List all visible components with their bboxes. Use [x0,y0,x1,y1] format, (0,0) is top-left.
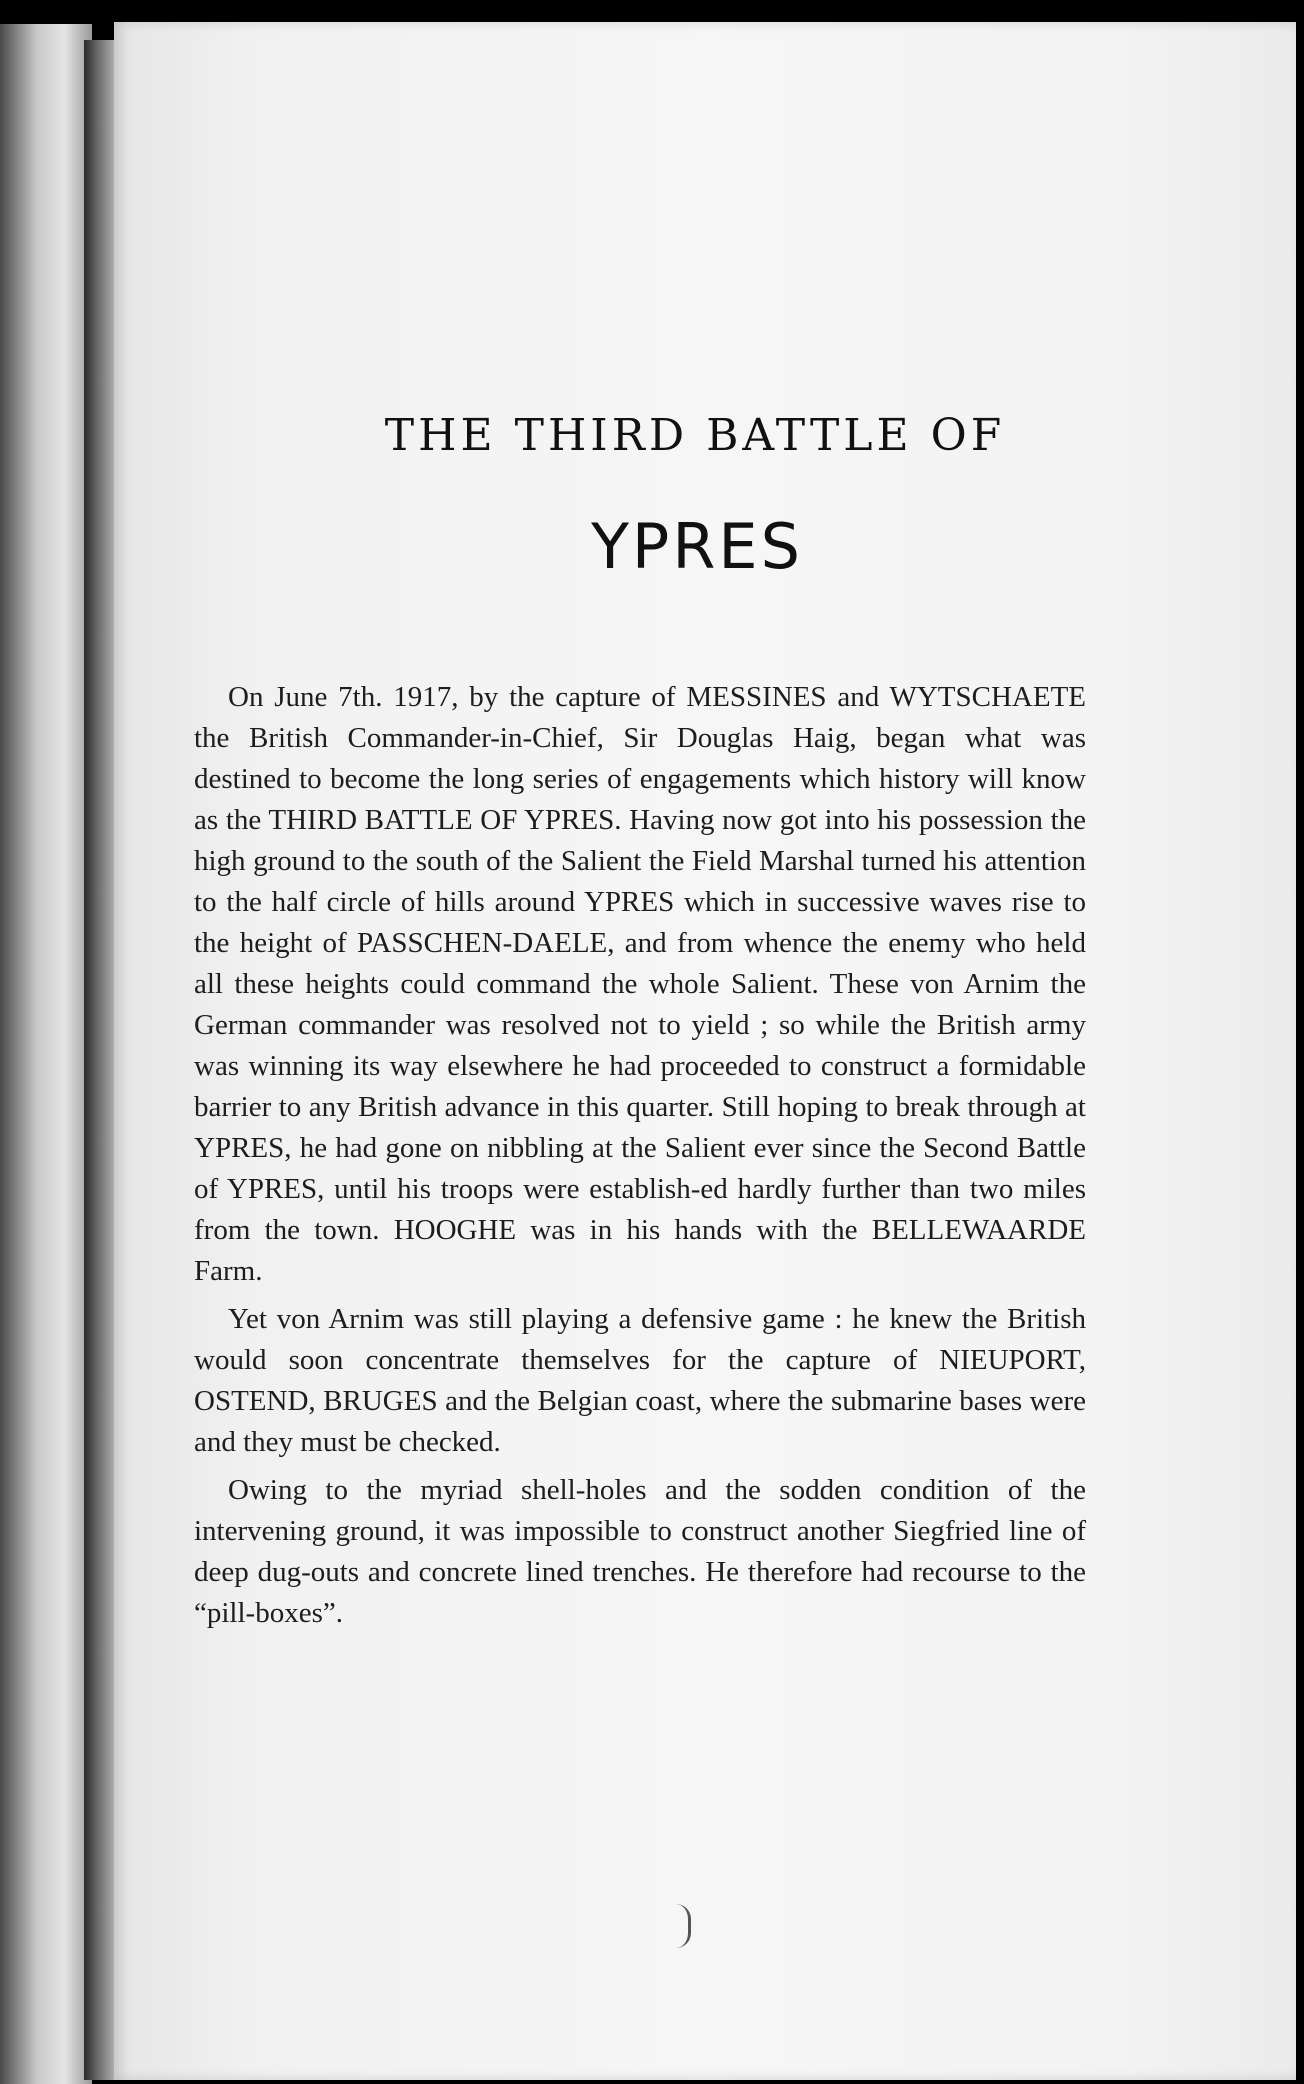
book-page [114,22,1296,2080]
heading-line-1: THE THIRD BATTLE OF [384,410,1006,461]
paragraph-1: On June 7th. 1917, by the capture of MESSINES and WYTSCHAETE the British Commander-in-Chief, Sir Douglas Haig, began what was destined to become the long series of engagements which history will know as the THIRD BATTLE OF YPRES. Having now got into his possession the high ground to the south of the Salient the Field Marshal turned his attention to the half circle of hills around YPRES which in successive waves rise to the height of PASSCHEN-DAELE, and from whence the enemy who held all these heights could command the whole Salient. These von Arnim the German commander was resolved not to yield ; so while the British army was winning its way elsewhere he had proceeded to construct a formidable barrier to any British advance in this quarter. Still hoping to break through at YPRES, he had gone on nibbling at the Salient ever since the Second Battle of YPRES, until his troops were establish-ed hardly further than two miles from the town. HOOGHE was in his hands with the BELLEWAARDE Farm. [194,681,1086,1287]
body-text [194,677,1086,1634]
paragraph-2: Yet von Arnim was still playing a defensive game : he knew the British would soon concentrate themselves for the capture of NIEUPORT, OSTEND, BRUGES and the Belgian coast, where the submarine bases were and they must be checked. [194,1303,1086,1458]
facing-page-edge [0,24,92,2084]
heading-line-2: YPRES [591,510,803,583]
scan-artifact-mark [676,1904,691,1948]
book-gutter [84,40,118,2080]
paragraph-3: Owing to the myriad shell-holes and the sodden condition of the intervening ground, it was impossible to construct another Siegfried line of deep dug-outs and concrete lined trenches. He therefore had recourse to the “pill-boxes”. [194,1474,1086,1629]
